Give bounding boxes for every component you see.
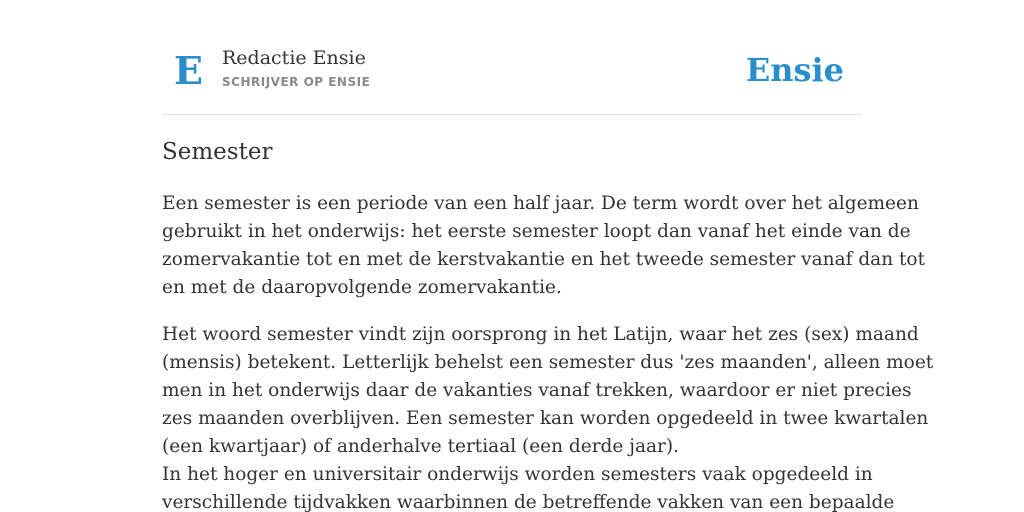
- ensie-brand-logo[interactable]: Ensie: [745, 51, 844, 89]
- paragraph-1-line-2: gebruikt in het onderwijs: het eerste semester loopt dan vanaf het einde van de: [162, 221, 911, 242]
- paragraph-1-line-4: en met de daaropvolgende zomervakantie.: [162, 277, 562, 298]
- paragraph-2-line-1: Het woord semester vindt zijn oorsprong in het Latijn, waar het zes (sex) maand: [162, 324, 919, 345]
- paragraph-2-line-7: verschillende tijdvakken waarbinnen de betreffende vakken van een bepaalde: [162, 492, 895, 512]
- article-header: [162, 0, 862, 115]
- paragraph-2-line-5: (een kwartjaar) of anderhalve tertiaal (een derde jaar).: [162, 436, 679, 457]
- paragraph-1-line-1: Een semester is een periode van een half jaar. De term wordt over het algemeen: [162, 193, 919, 214]
- paragraph-2-line-3: men in het onderwijs daar de vakanties vanaf trekken, waardoor er niet precies: [162, 380, 912, 401]
- paragraph-spacer: [162, 302, 882, 321]
- author-avatar-logo[interactable]: E: [174, 48, 203, 93]
- author-role-label: SCHRIJVER OP ENSIE: [222, 75, 371, 89]
- paragraph-2-line-6: In het hoger en universitair onderwijs worden semesters vaak opgedeeld in: [162, 464, 873, 485]
- author-name-link[interactable]: Redactie Ensie: [222, 47, 366, 69]
- article-title: Semester: [162, 139, 273, 165]
- article-body: [162, 190, 934, 512]
- paragraph-1-line-3: zomervakantie tot en met de kerstvakantie en het tweede semester vanaf dan tot: [162, 249, 926, 270]
- paragraph-2-line-4: zes maanden overblijven. Een semester kan worden opgedeeld in twee kwartalen: [162, 408, 929, 429]
- paragraph-2-line-2: (mensis) betekent. Letterlijk behelst een semester dus 'zes maanden', alleen moet: [162, 352, 934, 373]
